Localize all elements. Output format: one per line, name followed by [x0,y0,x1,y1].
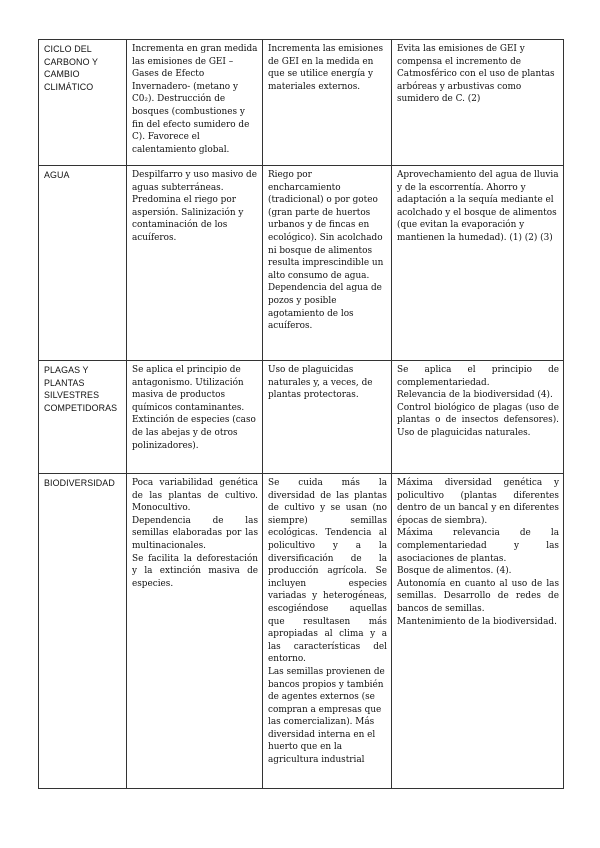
cell-col4 [392,361,564,474]
cell-text: Mantenimiento de la biodiversidad. [397,616,557,627]
cell-text: Bosque de alimentos. (4). [397,566,512,577]
table-row [39,361,564,474]
cell-text: Extinción de especies (caso de las abejas y de otros polinizadores). [132,415,256,451]
cell-text: Las semillas provienen de bancos propios y también de agentes externos (se compran a empresas que las comercializan). Más diversidad interna en el huerto que en la agricultura industrial [268,666,385,766]
cell-col2 [127,40,263,166]
cell-text: Evita las emisiones de GEI y compensa el incremento de Catmosférico con el uso de plantas arbóreas y arbustivas como sumidero de C. (2) [397,44,555,105]
table-row [39,474,564,789]
cell-text: Se aplica el principio de complementariedad. [397,365,559,388]
cell-text: Riego por encharcamiento (tradicional) o por goteo (gran parte de huertos urbanos y de fincas en ecológico). Sin acolchado ni bosque de alimentos resulta imprescindible un alto consumo de agua. [268,170,384,281]
category-label: AGUA [44,170,70,180]
cell-text: Máxima diversidad genética y policultivo (plantas diferentes dentro de un bancal y en diferentes épocas de siembra). [397,478,559,526]
cell-col2 [127,166,263,361]
category-label: PLAGAS Y PLANTAS SILVESTRES COMPETIDORAS [44,365,118,413]
table-row [39,166,564,361]
cell-col3 [263,361,392,474]
cell-text: Uso de plaguicidas naturales y, a veces, de plantas protectoras. [268,365,373,401]
category-cell [39,474,127,789]
cell-col4 [392,166,564,361]
table-row [39,40,564,166]
cell-col4 [392,40,564,166]
comparison-table [38,39,564,789]
cell-text: Control biológico de plagas (uso de plantas o de insectos defensores). Uso de plaguicidas naturales. [397,402,559,438]
cell-col3 [263,474,392,789]
cell-text: Aprovechamiento del agua de lluvia y de la escorrentía. Ahorro y adaptación a la sequía mediante el acolchado y el bosque de alimentos (que evitan la evaporación y mantienen la humedad). (1) (2) (3) [397,170,559,243]
cell-col4 [392,474,564,789]
category-cell [39,361,127,474]
cell-text: Incrementa en gran medida las emisiones de GEI – Gases de Efecto Invernadero- (metano y C0₂). Destrucción de bosques (combustiones y fin del efecto sumidero de C). Favorece el calentamiento global. [132,44,258,155]
cell-text: Relevancia de la biodiversidad (4). [397,390,553,401]
cell-text: Se facilita la deforestación y la extinción masiva de especies. [132,553,258,589]
category-cell [39,166,127,361]
cell-text: Dependencia de las semillas elaboradas por las multinacionales. [132,515,258,551]
cell-col3 [263,166,392,361]
cell-col2 [127,361,263,474]
cell-text: Se aplica el principio de antagonismo. Utilización masiva de productos químicos contaminantes. [132,365,245,413]
cell-text: Incrementa las emisiones de GEI en la medida en que se utilice energía y materiales externos. [268,44,384,92]
cell-text: Poca variabilidad genética de las plantas de cultivo. Monocultivo. [132,478,258,514]
cell-col2 [127,474,263,789]
cell-text: Se cuida más la diversidad de las plantas de cultivo y se usan (no siempre) semillas ecológicas. Tendencia al policultivo y a la diversificación de la producción agrícola. Se incluyen especies variadas y heterogéneas, escogiéndose aquellas que resultasen más apropiadas al clima y a las características del entorno. [268,478,387,665]
cell-text: Autonomía en cuanto al uso de las semillas. Desarrollo de redes de bancos de semillas. [397,578,559,614]
category-label: CICLO DEL CARBONO Y CAMBIO CLIMÁTICO [44,44,98,92]
category-cell [39,40,127,166]
cell-text: Dependencia del agua de pozos y posible agotamiento de los acuíferos. [268,283,382,332]
cell-text: Máxima relevancia de la complementariedad y las asociaciones de plantas. [397,528,559,564]
category-label: BIODIVERSIDAD [44,478,115,488]
cell-text: Despilfarro y uso masivo de aguas subterráneas. Predomina el riego por aspersión. Salinización y contaminación de los acuíferos. [132,170,257,243]
cell-col3 [263,40,392,166]
